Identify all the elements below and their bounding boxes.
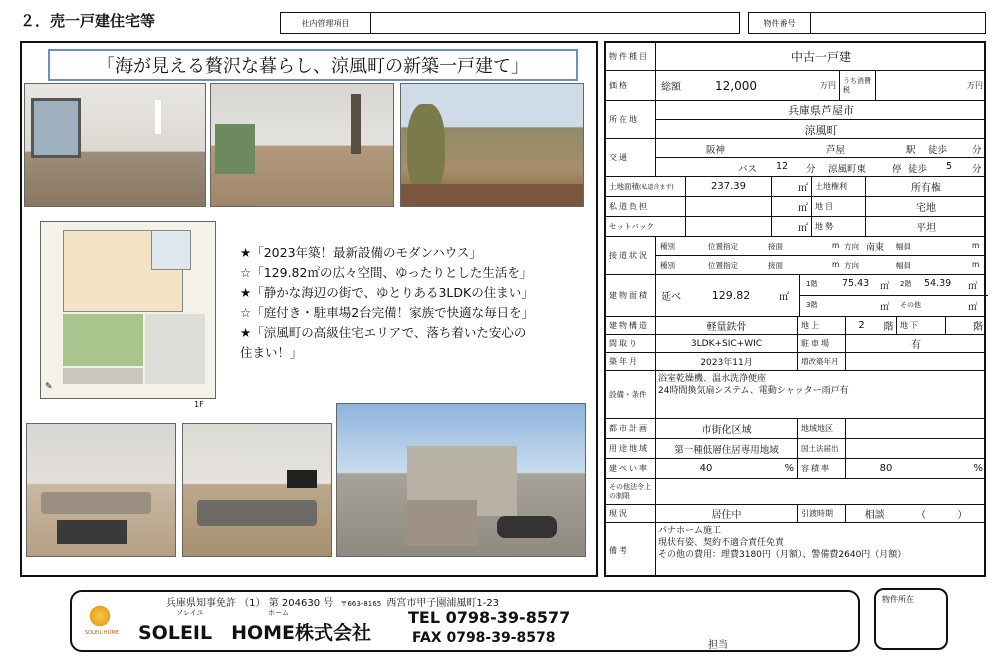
renovation-label: 増改築年月 (798, 353, 846, 370)
property-location-stamp (874, 588, 948, 650)
road-contact-2: 接面 (768, 261, 783, 270)
equipment-label: 設備・条件 (606, 371, 656, 418)
sofa-gray (197, 500, 317, 526)
road-position-2: 位置指定 (708, 261, 738, 270)
walk-minutes-2: 5 (946, 161, 953, 172)
land-area-sub: (私道含まず) (639, 184, 674, 191)
handover-label: 引渡時期 (798, 505, 846, 522)
remarks-value (658, 525, 906, 561)
row-layout (606, 335, 984, 353)
chisei-label: 地勢 (812, 217, 866, 236)
property-number-box (748, 12, 986, 34)
structure-value: 軽量鉄骨 (656, 317, 798, 334)
row-coverage (606, 459, 984, 479)
logo-text: SOLEIL HOME (84, 630, 120, 636)
road-m-2: m (832, 260, 840, 269)
city-plan-label: 都市計画 (606, 419, 656, 438)
company-ruby-1: ソレイユ (176, 609, 204, 617)
walk-unit-2: 分 (972, 164, 982, 175)
floor-3-unit: ㎡ (880, 302, 890, 313)
floor-3-other-row (800, 296, 988, 317)
internal-management-label: 社内管理項目 (281, 13, 371, 33)
row-road (606, 237, 984, 275)
page-title: ２．売一戸建住宅等 (20, 12, 156, 30)
plan-wet (151, 230, 191, 270)
other-floor-unit: ㎡ (968, 302, 978, 313)
floor-1-2-row (800, 275, 988, 296)
road-row-2 (656, 256, 986, 275)
feature-item: ☆「庭付き・駐車場2台完備！家族で快適な毎日を」 (240, 305, 535, 320)
paren-close: ） (957, 510, 968, 521)
above-unit: 階 (883, 322, 894, 333)
floor-1-label: 1階 (806, 280, 818, 288)
road-position: 位置指定 (708, 242, 738, 251)
parking-value: 有 (911, 340, 921, 351)
north-mark: ✎ (45, 382, 53, 392)
private-road-value (686, 197, 772, 216)
row-building-area (606, 275, 984, 317)
type-label: 物件種目 (606, 43, 656, 70)
structure-label: 建物構造 (606, 317, 656, 334)
above-value: 2 (858, 320, 865, 331)
status-value: 居住中 (656, 505, 798, 522)
postal-code: 〒663-8165 (340, 600, 382, 608)
renovation-value (846, 353, 986, 370)
chisei-value: 平坦 (916, 223, 936, 234)
built-label: 築年月 (606, 353, 656, 370)
setback-value (686, 217, 772, 236)
below-label: 地下 (896, 317, 946, 334)
walk-unit-1: 分 (972, 145, 982, 156)
bcr-label: 建ぺい率 (606, 459, 656, 478)
row-type (606, 43, 984, 71)
car (497, 516, 557, 538)
price-label: 価格 (606, 71, 656, 100)
tax-label: うち消費税 (840, 71, 876, 100)
sofa (41, 492, 151, 514)
setback-unit: ㎡ (772, 217, 812, 236)
floor-label: 1F (194, 400, 204, 409)
transport-label: 交通 (606, 139, 656, 176)
city-plan-value: 市街化区域 (656, 419, 798, 438)
land-law-value (846, 439, 986, 458)
slit-window (155, 100, 161, 134)
row-use-zone (606, 439, 984, 459)
setback-label: セットバック (606, 217, 686, 236)
built-value: 2023年11月 (656, 353, 798, 370)
use-zone-label: 用途地域 (606, 439, 656, 458)
floor-2-label: 2階 (900, 280, 912, 288)
land-area-unit: ㎡ (772, 177, 812, 196)
station-suffix: 駅 (906, 145, 916, 156)
road-label: 接道状況 (606, 237, 656, 274)
bus-stop: 涼風町東 (828, 164, 867, 175)
license-line (166, 594, 499, 609)
floor-3-label: 3階 (806, 301, 818, 309)
other-law-label: その他法令上の制限 (606, 479, 656, 504)
land-area-label: 土地面積 (609, 182, 639, 191)
total-floor-unit: ㎡ (776, 275, 800, 316)
bcr-unit: % (756, 459, 798, 478)
land-area-value: 237.39 (686, 177, 772, 196)
other-law-value (656, 479, 986, 504)
far-unit: % (973, 463, 983, 474)
row-private-road (606, 197, 984, 217)
transport-line-row (656, 139, 986, 158)
row-other-law (606, 479, 984, 505)
road-kind: 種別 (660, 242, 675, 251)
location-town: 涼風町 (804, 123, 838, 137)
company-logo (80, 600, 124, 644)
road-width-label: 幅員 (896, 242, 911, 251)
equipment-line-1: 浴室乾燥機、温水洗浄便座 (658, 374, 767, 384)
floor-plan (40, 221, 216, 399)
chimoku-label: 地目 (812, 197, 866, 216)
plan-parking (145, 314, 205, 384)
stamp-label: 物件所在 (882, 595, 914, 604)
station-name: 芦屋 (826, 145, 846, 156)
plan-approach (63, 368, 143, 384)
license-number: 兵庫県知事免許 （1） 第 204630 号 (166, 598, 334, 609)
row-remarks (606, 523, 984, 577)
wood-deck (401, 184, 584, 207)
price-total-label: 総額 (661, 82, 681, 93)
photo-panel (20, 41, 598, 577)
headline: 「海が見える贅沢な暮らし、涼風町の新築一戸建て」 (48, 49, 578, 81)
remarks-line-1: パナホーム施工 (658, 526, 722, 536)
sofa-photo (182, 423, 332, 557)
road-width-m-2: m (972, 260, 980, 269)
bus-label: バス (738, 164, 758, 175)
row-status (606, 505, 984, 523)
feature-item: ☆「129.82㎡の広々空間、ゆったりとした生活を」 (240, 265, 533, 280)
row-transport (606, 139, 984, 177)
line-name: 阪神 (706, 145, 726, 156)
company-fax: FAX 0798-39-8578 (412, 630, 556, 646)
property-number-label: 物件番号 (749, 13, 811, 33)
price-unit: 万円 (786, 71, 840, 100)
feature-item: 住まい！」 (240, 345, 303, 360)
company-tel: TEL 0798-39-8577 (408, 608, 571, 627)
staff-field: 担当 (672, 636, 838, 652)
parking-label: 駐車場 (798, 335, 846, 352)
feature-item: ★「2023年築！最新設備のモダンハウス」 (240, 245, 482, 260)
floor-2-unit: ㎡ (968, 281, 978, 292)
row-structure (606, 317, 984, 335)
feature-item: ★「涼風町の高級住宅エリアで、落ち着いた安心の (240, 325, 527, 340)
fence (407, 500, 477, 546)
garden-photo (400, 83, 584, 207)
floor-1-value: 75.43 (842, 278, 870, 289)
land-area-label-cell (606, 177, 686, 196)
internal-management-box (280, 12, 740, 34)
district-value (846, 419, 986, 438)
window-shape (31, 98, 81, 158)
handover-value: 相談 (864, 510, 885, 521)
equipment-line-2: 24時間換気扇システム、電動シャッター雨戸有 (658, 386, 849, 396)
floor-1-unit: ㎡ (880, 281, 890, 292)
road-direction-label: 方向 (844, 242, 859, 251)
pillar (351, 94, 361, 154)
row-built (606, 353, 984, 371)
far-value: 80 (879, 463, 893, 474)
status-label: 現況 (606, 505, 656, 522)
equipment-value (658, 373, 849, 397)
other-floor-label: その他 (900, 301, 921, 309)
property-spec-table (604, 41, 986, 577)
company-ruby-2: ホーム (268, 609, 289, 617)
road-width-m: m (972, 241, 980, 250)
living-room-photo (24, 83, 206, 207)
row-setback (606, 217, 984, 237)
land-right-label: 土地権利 (812, 177, 866, 196)
company-footer (70, 590, 860, 652)
bcr-value: 40 (699, 463, 713, 474)
road-row-1 (656, 237, 986, 256)
total-floor-value: 129.82 (711, 289, 751, 302)
dining-photo (210, 83, 394, 207)
company-name: SOLEIL HOME株式会社 (138, 622, 372, 644)
remarks-line-3: その他の費用：理費3180円（月額）、警備費2640円（月額） (658, 550, 907, 560)
plan-garden (63, 314, 143, 366)
layout-label: 間取り (606, 335, 656, 352)
feature-item: ★「静かな海辺の街で、ゆとりある3LDKの住まい」 (240, 285, 534, 300)
remarks-label: 備考 (606, 523, 656, 577)
company-address: 西宮市甲子園浦風町1-23 (386, 598, 500, 609)
land-law-label: 国土法届出 (798, 439, 846, 458)
tv (287, 470, 317, 488)
rug (57, 520, 127, 544)
district-label: 地域地区 (798, 419, 846, 438)
handover-cell (846, 505, 986, 522)
bus-minutes: 12 (776, 161, 789, 172)
private-road-unit: ㎡ (772, 197, 812, 216)
layout-value: 3LDK+SIC+WIC (656, 335, 798, 352)
price-value: 12,000 (715, 78, 757, 93)
road-kind-2: 種別 (660, 261, 675, 270)
chimoku-value: 宅地 (916, 203, 936, 214)
below-unit: 階 (973, 322, 983, 333)
sun-logo-icon (88, 604, 112, 628)
transport-bus-row (656, 158, 986, 177)
walk-label-2: 徒歩 (908, 164, 928, 175)
stop-label: 停 (892, 164, 902, 175)
tree (407, 104, 445, 194)
road-m: m (832, 241, 840, 250)
bus-unit: 分 (806, 164, 816, 175)
location-label: 所在地 (606, 101, 656, 138)
tax-unit: 万円 (967, 81, 983, 90)
floor-2-value: 54.39 (924, 278, 952, 289)
paren-open: （ (915, 510, 926, 521)
total-floor-label: 延べ (661, 292, 681, 303)
row-land-area (606, 177, 984, 197)
road-direction-label-2: 方向 (844, 261, 859, 270)
road-width-label-2: 幅員 (896, 261, 911, 270)
location-prefecture: 兵庫県芦屋市 (656, 101, 986, 120)
row-city-plan (606, 419, 984, 439)
feature-list (240, 243, 600, 363)
row-location (606, 101, 984, 139)
building-area-label: 建物面積 (606, 275, 656, 316)
remarks-line-2: 現状有姿、契約不適合責任免責 (658, 538, 785, 548)
row-equipment (606, 371, 984, 419)
far-label: 容積率 (798, 459, 846, 478)
private-road-label: 私道負担 (606, 197, 686, 216)
road-direction-value: 南東 (866, 243, 885, 253)
window-green (215, 124, 255, 174)
row-price (606, 71, 984, 101)
walk-label-1: 徒歩 (928, 145, 948, 156)
land-right-value: 所有権 (911, 183, 941, 194)
exterior-photo (336, 403, 586, 557)
use-zone-value: 第一種低層住居専用地域 (656, 439, 798, 458)
lounge-photo (26, 423, 176, 557)
type-value: 中古一戸建 (790, 50, 851, 64)
above-label: 地上 (798, 317, 846, 334)
road-contact: 接面 (768, 242, 783, 251)
